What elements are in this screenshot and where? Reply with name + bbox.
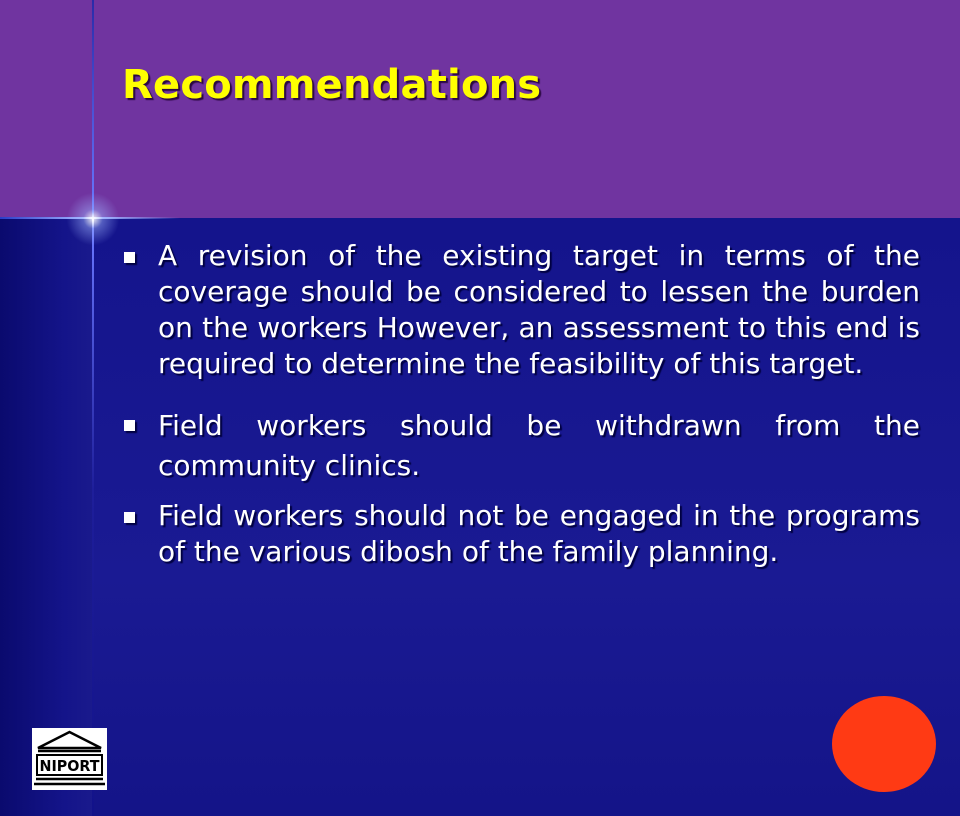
logo-text: NIPORT	[39, 757, 101, 775]
square-bullet-icon	[124, 512, 135, 523]
niport-building-logo-icon	[32, 728, 107, 790]
vertical-accent-line	[92, 0, 94, 816]
square-bullet-icon	[124, 420, 135, 431]
bullet-text: Field workers should not be engaged in the programs of the various dibosh of the family planning.	[158, 499, 920, 568]
bullet-item	[124, 238, 920, 382]
red-circle-icon	[832, 696, 936, 792]
bullet-text: Field workers should be withdrawn from the community clinics.	[158, 409, 920, 482]
slide-title: Recommendations	[122, 62, 542, 108]
bullet-list	[124, 238, 920, 570]
bullet-item	[124, 406, 920, 486]
niport-logo	[32, 728, 107, 790]
square-bullet-icon	[124, 252, 135, 263]
light-flare	[62, 188, 124, 250]
bullet-text: A revision of the existing target in terms of the coverage should be considered to lessen the burden on the workers However, an assessment to this end is required to determine the feasibility of this target.	[158, 239, 920, 380]
bullet-item	[124, 498, 920, 570]
title-band	[0, 0, 960, 218]
